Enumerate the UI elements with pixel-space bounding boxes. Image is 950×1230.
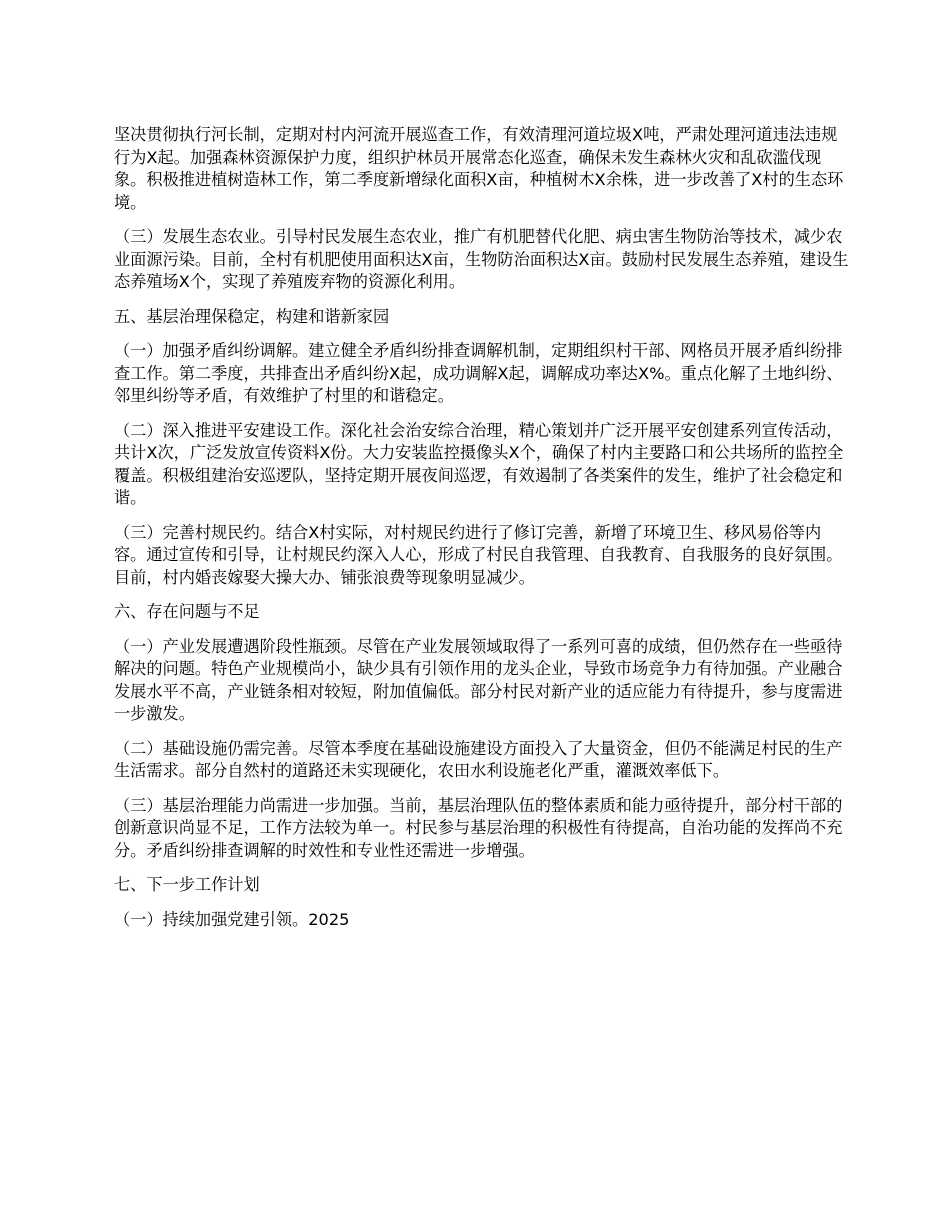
paragraph-eco-agriculture: （三）发展生态农业。引导村民发展生态农业，推广有机肥替代化肥、病虫害生物防治等技术，减少农业面源污染。目前，全村有机肥使用面积达X亩，生物防治面积达X亩。鼓励村民发展生态养殖，建设生态养殖场X个，实现了养殖废弃物的资源化利用。 [114,227,849,291]
section-heading-governance: 五、基层治理保稳定，构建和谐新家园 [114,306,390,326]
section-heading-problems: 六、存在问题与不足 [114,602,260,621]
paragraph-party-building: （一）持续加强党建引领。2025 [114,909,350,929]
paragraph-infrastructure: （二）基础设施仍需完善。尽管本季度在基础设施建设方面投入了大量资金，但仍不能满足村民的生产生活需求。部分自然村的道路还未实现硬化，农田水利设施老化严重，灌溉效率低下。 [114,738,843,780]
section-heading-next-plan: 七、下一步工作计划 [114,875,260,894]
paragraph-village-rules: （三）完善村规民约。结合X村实际，对村规民约进行了修订完善，新增了环境卫生、移风易俗等内容。通过宣传和引导，让村规民约深入人心，形成了村民自我管理、自我教育、自我服务的良好氛围。目前，村内婚丧嫁娶大操大办、铺张浪费等现象明显减少。 [114,522,843,587]
paragraph-industry-bottleneck: （一）产业发展遭遇阶段性瓶颈。尽管在产业发展领域取得了一系列可喜的成绩，但仍然存在一些亟待解决的问题。特色产业规模尚小，缺少具有引领作用的龙头企业，导致市场竞争力有待加强。产业融合发展水平不高，产业链条相对较短，附加值偏低。部分村民对新产业的适应能力有待提升，参与度需进一步激发。 [114,636,843,723]
paragraph-governance-capacity: （三）基层治理能力尚需进一步加强。当前，基层治理队伍的整体素质和能力亟待提升，部分村干部的创新意识尚显不足，工作方法较为单一。村民参与基层治理的积极性有待提高，自治功能的发挥尚不充分。矛盾纠纷排查调解的时效性和专业性还需进一步增强。 [114,795,843,860]
paragraph-dispute-mediation: （一）加强矛盾纠纷调解。建立健全矛盾纠纷排查调解机制，定期组织村干部、网格员开展矛盾纠纷排查工作。第二季度，共排查出矛盾纠纷X起，成功调解X起，调解成功率达X%。重点化解了土地纠纷、邻里纠纷等矛盾，有效维护了村里的和谐稳定。 [114,341,843,405]
paragraph-safety-construction: （二）深入推进平安建设工作。深化社会治安综合治理，精心策划并广泛开展平安创建系列宣传活动，共计X次，广泛发放宣传资料X份。大力安装监控摄像头X个，确保了村内主要路口和公共场所的监控全覆盖。积极组建治安巡逻队，坚持定期开展夜间巡逻，有效遏制了各类案件的发生，维护了社会稳定和谐。 [114,420,844,507]
document-page [114,124,849,943]
paragraph-ecology-river-forest: 坚决贯彻执行河长制，定期对村内河流开展巡查工作，有效清理河道垃圾X吨，严肃处理河道违法违规行为X起。加强森林资源保护力度，组织护林员开展常态化巡查，确保未发生森林火灾和乱砍滥伐现象。积极推进植树造林工作，第二季度新增绿化面积X亩，种植树木X余株，进一步改善了X村的生态环境。 [114,125,844,212]
